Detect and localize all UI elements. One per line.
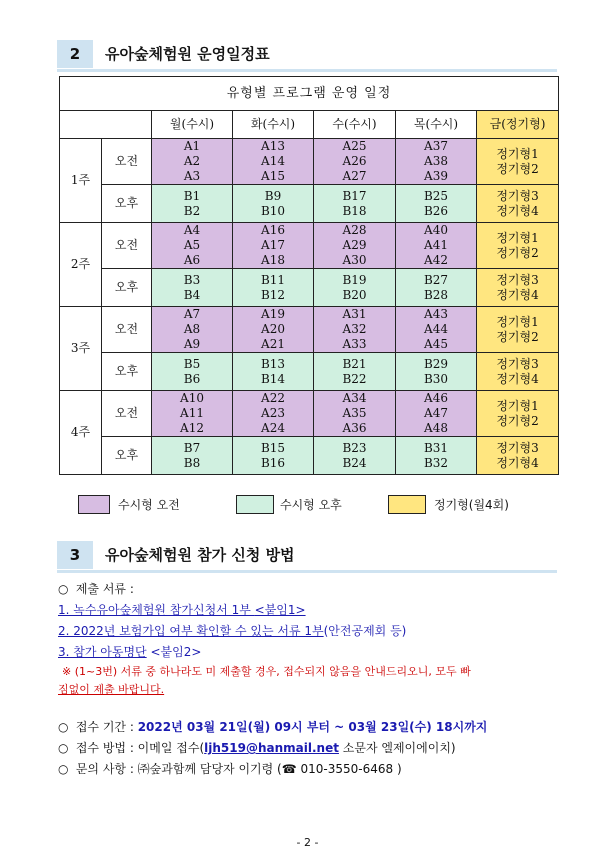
program-code: B30 bbox=[423, 371, 449, 386]
program-code: A5 bbox=[183, 238, 201, 252]
regular-program: 정기형2 bbox=[496, 329, 539, 344]
week-am-row bbox=[60, 223, 559, 269]
program-code: B11 bbox=[260, 272, 286, 287]
section2-number: 2 bbox=[57, 40, 93, 68]
phone-icon: ☎ bbox=[281, 762, 297, 776]
doc3-attach: <붙임2> bbox=[146, 645, 202, 659]
doc-item-1 bbox=[58, 601, 306, 618]
circle-bullet-icon: ○ bbox=[58, 582, 69, 596]
program-code: B20 bbox=[342, 287, 367, 302]
pm-program-cell bbox=[233, 269, 314, 307]
program-code: A35 bbox=[342, 406, 367, 420]
col-fri: 금(정기형) bbox=[477, 111, 559, 139]
regular-program: 정기형1 bbox=[496, 314, 539, 329]
schedule-table bbox=[59, 76, 559, 475]
program-code: A19 bbox=[261, 307, 285, 321]
am-program-cell bbox=[314, 307, 396, 353]
am-label: 오전 bbox=[102, 391, 152, 437]
program-code: A30 bbox=[342, 253, 367, 267]
section3-header bbox=[57, 541, 557, 569]
doc1-attach: <붙임1> bbox=[254, 603, 306, 617]
am-program-cell bbox=[396, 391, 477, 437]
page-number: - 2 - bbox=[296, 836, 319, 849]
week-label: 3주 bbox=[60, 307, 102, 391]
program-code: B8 bbox=[183, 455, 201, 470]
col-tue: 화(수시) bbox=[233, 111, 314, 139]
regular-program: 정기형4 bbox=[496, 287, 539, 302]
program-code: B19 bbox=[342, 272, 367, 287]
week-label: 1주 bbox=[60, 139, 102, 223]
program-code: A3 bbox=[183, 169, 201, 183]
doc2-text: 2. 2022년 보험가입 여부 확인할 수 있는 서류 1부 bbox=[58, 624, 324, 638]
am-program-cell bbox=[396, 307, 477, 353]
am-program-cell bbox=[152, 307, 233, 353]
doc-item-3 bbox=[58, 643, 201, 660]
program-code: A40 bbox=[424, 223, 448, 237]
program-code: B4 bbox=[183, 287, 201, 302]
doc1-text: 1. 녹수유아숲체험원 참가신청서 1부 bbox=[58, 603, 255, 617]
program-code: A33 bbox=[342, 337, 367, 351]
program-code: A31 bbox=[342, 307, 367, 321]
program-code: A15 bbox=[261, 169, 285, 183]
am-program-cell bbox=[314, 139, 396, 185]
pm-program-cell bbox=[233, 437, 314, 475]
regular-program: 정기형1 bbox=[496, 398, 539, 413]
legend-swatch-pm bbox=[236, 495, 274, 514]
pm-program-cell bbox=[233, 353, 314, 391]
section3-number: 3 bbox=[57, 541, 93, 569]
doc2-note: (안전공제회 등) bbox=[323, 624, 407, 638]
regular-program-cell bbox=[477, 391, 559, 437]
circle-bullet-icon: ○ bbox=[58, 762, 69, 776]
program-code: A18 bbox=[261, 253, 285, 267]
section2-underline bbox=[57, 69, 557, 72]
warning-line1: ※ (1~3번) 서류 중 하나라도 미 제출할 경우, 접수되지 않음을 안내드리오니, 모두 빠 bbox=[62, 665, 471, 678]
regular-program: 정기형4 bbox=[496, 203, 539, 218]
pm-program-cell bbox=[233, 185, 314, 223]
program-code: A37 bbox=[424, 139, 448, 153]
col-wed: 수(수시) bbox=[314, 111, 396, 139]
legend-label-pm: 수시형 오후 bbox=[280, 498, 342, 512]
regular-program: 정기형3 bbox=[496, 272, 539, 287]
week-label: 4주 bbox=[60, 391, 102, 475]
regular-program-cell bbox=[477, 185, 559, 223]
program-code: B9 bbox=[264, 188, 282, 203]
program-code: A16 bbox=[261, 223, 285, 237]
col-mon: 월(수시) bbox=[152, 111, 233, 139]
program-code: A11 bbox=[180, 406, 204, 420]
section2-header bbox=[57, 40, 557, 68]
program-code: B31 bbox=[423, 440, 449, 455]
legend-label-am: 수시형 오전 bbox=[118, 498, 180, 512]
regular-program: 정기형1 bbox=[496, 230, 539, 245]
pm-program-cell bbox=[396, 437, 477, 475]
pm-program-cell bbox=[396, 185, 477, 223]
am-label: 오전 bbox=[102, 307, 152, 353]
program-code: B13 bbox=[260, 356, 286, 371]
program-code: B32 bbox=[423, 455, 449, 470]
docs-heading-text: 제출 서류 : bbox=[75, 582, 134, 596]
program-code: A36 bbox=[342, 421, 367, 435]
week-am-row bbox=[60, 307, 559, 353]
legend bbox=[78, 495, 558, 515]
doc-item-2 bbox=[58, 622, 406, 639]
pm-program-cell bbox=[314, 269, 396, 307]
program-code: B22 bbox=[342, 371, 367, 386]
program-code: A21 bbox=[261, 337, 285, 351]
program-code: A22 bbox=[261, 391, 285, 405]
pm-program-cell bbox=[314, 185, 396, 223]
pm-label: 오후 bbox=[102, 437, 152, 475]
program-code: A46 bbox=[424, 391, 448, 405]
program-code: B25 bbox=[423, 188, 449, 203]
program-code: B14 bbox=[260, 371, 286, 386]
program-code: A4 bbox=[183, 223, 201, 237]
am-program-cell bbox=[233, 139, 314, 185]
program-code: A10 bbox=[180, 391, 204, 405]
circle-bullet-icon: ○ bbox=[58, 720, 69, 734]
program-code: B1 bbox=[183, 188, 201, 203]
program-code: A25 bbox=[342, 139, 367, 153]
program-code: A26 bbox=[342, 154, 367, 168]
legend-swatch-regular bbox=[388, 495, 426, 514]
program-code: B16 bbox=[260, 455, 286, 470]
program-code: A38 bbox=[424, 154, 448, 168]
program-code: B6 bbox=[183, 371, 201, 386]
program-code: B21 bbox=[342, 356, 367, 371]
program-code: B27 bbox=[423, 272, 449, 287]
pm-label: 오후 bbox=[102, 269, 152, 307]
program-code: A8 bbox=[183, 322, 201, 336]
table-header-row bbox=[60, 111, 559, 139]
program-code: A1 bbox=[183, 139, 201, 153]
am-program-cell bbox=[152, 223, 233, 269]
section3-title: 유아숲체험원 참가 신청 방법 bbox=[105, 546, 295, 564]
am-program-cell bbox=[396, 223, 477, 269]
program-code: A47 bbox=[424, 406, 448, 420]
table-title: 유형별 프로그램 운영 일정 bbox=[60, 77, 559, 111]
period-row bbox=[58, 718, 487, 735]
program-code: A7 bbox=[183, 307, 201, 321]
program-code: B23 bbox=[342, 440, 367, 455]
pm-program-cell bbox=[152, 437, 233, 475]
pm-program-cell bbox=[314, 437, 396, 475]
program-code: A27 bbox=[342, 169, 367, 183]
program-code: B28 bbox=[423, 287, 449, 302]
regular-program-cell bbox=[477, 269, 559, 307]
period-value: 2022년 03월 21일(월) 09시 부터 ~ 03월 23일(수) 18시까지 bbox=[137, 720, 488, 734]
am-program-cell bbox=[233, 223, 314, 269]
doc3-text: 3. 참가 아동명단 bbox=[58, 645, 147, 659]
regular-program: 정기형3 bbox=[496, 440, 539, 455]
method-rest: 소문자 엘제이에이치) bbox=[338, 741, 456, 755]
program-code: B12 bbox=[260, 287, 286, 302]
program-code: A42 bbox=[424, 253, 448, 267]
contact-row bbox=[58, 760, 402, 777]
program-code: A44 bbox=[424, 322, 448, 336]
method-row bbox=[58, 739, 456, 756]
week-am-row bbox=[60, 139, 559, 185]
program-code: A48 bbox=[424, 421, 448, 435]
pm-program-cell bbox=[314, 353, 396, 391]
program-code: A20 bbox=[261, 322, 285, 336]
am-program-cell bbox=[314, 223, 396, 269]
email-link[interactable]: ljh519@hanmail.net bbox=[204, 741, 339, 755]
period-label: 접수 기간 : bbox=[75, 720, 138, 734]
program-code: B15 bbox=[260, 440, 286, 455]
week-pm-row bbox=[60, 437, 559, 475]
program-code: A2 bbox=[183, 154, 201, 168]
program-code: A39 bbox=[424, 169, 448, 183]
pm-program-cell bbox=[152, 185, 233, 223]
program-code: B3 bbox=[183, 272, 201, 287]
program-code: B10 bbox=[260, 203, 286, 218]
pm-program-cell bbox=[152, 353, 233, 391]
circle-bullet-icon: ○ bbox=[58, 741, 69, 755]
pm-program-cell bbox=[152, 269, 233, 307]
am-label: 오전 bbox=[102, 223, 152, 269]
col-thu: 목(수시) bbox=[396, 111, 477, 139]
method-label: 접수 방법 : 이메일 접수( bbox=[75, 741, 205, 755]
pm-label: 오후 bbox=[102, 353, 152, 391]
program-code: B26 bbox=[423, 203, 449, 218]
pm-program-cell bbox=[396, 269, 477, 307]
regular-program-cell bbox=[477, 353, 559, 391]
header-empty bbox=[60, 111, 152, 139]
regular-program-cell bbox=[477, 437, 559, 475]
regular-program: 정기형4 bbox=[496, 455, 539, 470]
program-code: A13 bbox=[261, 139, 285, 153]
week-pm-row bbox=[60, 269, 559, 307]
am-program-cell bbox=[396, 139, 477, 185]
am-program-cell bbox=[233, 391, 314, 437]
program-code: A6 bbox=[183, 253, 201, 267]
contact-phone: 010-3550-6468 ) bbox=[296, 762, 402, 776]
legend-swatch-am bbox=[78, 495, 110, 514]
am-program-cell bbox=[152, 391, 233, 437]
week-pm-row bbox=[60, 185, 559, 223]
program-code: B29 bbox=[423, 356, 449, 371]
week-am-row bbox=[60, 391, 559, 437]
regular-program: 정기형4 bbox=[496, 371, 539, 386]
program-code: B2 bbox=[183, 203, 201, 218]
week-pm-row bbox=[60, 353, 559, 391]
program-code: B18 bbox=[342, 203, 367, 218]
legend-label-regular: 정기형(월4회) bbox=[434, 498, 509, 512]
program-code: B5 bbox=[183, 356, 201, 371]
section2-title: 유아숲체험원 운영일정표 bbox=[105, 45, 270, 63]
program-code: A41 bbox=[424, 238, 448, 252]
regular-program-cell bbox=[477, 307, 559, 353]
regular-program-cell bbox=[477, 223, 559, 269]
am-program-cell bbox=[152, 139, 233, 185]
program-code: B24 bbox=[342, 455, 367, 470]
program-code: A12 bbox=[180, 421, 204, 435]
program-code: B17 bbox=[342, 188, 367, 203]
regular-program: 정기형2 bbox=[496, 413, 539, 428]
program-code: B7 bbox=[183, 440, 201, 455]
contact-label: 문의 사항 : ㈜숲과함께 담당자 이기령 ( bbox=[75, 762, 282, 776]
regular-program: 정기형2 bbox=[496, 245, 539, 260]
pm-label: 오후 bbox=[102, 185, 152, 223]
program-code: A34 bbox=[342, 391, 367, 405]
regular-program: 정기형2 bbox=[496, 161, 539, 176]
pm-program-cell bbox=[396, 353, 477, 391]
docs-heading bbox=[58, 580, 134, 597]
program-code: A17 bbox=[261, 238, 285, 252]
program-code: A28 bbox=[342, 223, 367, 237]
program-code: A24 bbox=[261, 421, 285, 435]
am-program-cell bbox=[233, 307, 314, 353]
program-code: A14 bbox=[261, 154, 285, 168]
program-code: A32 bbox=[342, 322, 367, 336]
regular-program: 정기형1 bbox=[496, 146, 539, 161]
regular-program: 정기형3 bbox=[496, 356, 539, 371]
program-code: A45 bbox=[424, 337, 448, 351]
am-label: 오전 bbox=[102, 139, 152, 185]
program-code: A29 bbox=[342, 238, 367, 252]
program-code: A43 bbox=[424, 307, 448, 321]
regular-program: 정기형3 bbox=[496, 188, 539, 203]
week-label: 2주 bbox=[60, 223, 102, 307]
am-program-cell bbox=[314, 391, 396, 437]
regular-program-cell bbox=[477, 139, 559, 185]
program-code: A23 bbox=[261, 406, 285, 420]
section3-underline bbox=[57, 570, 557, 573]
program-code: A9 bbox=[183, 337, 201, 351]
warning-line2: 짐없이 제출 바랍니다. bbox=[58, 683, 165, 696]
